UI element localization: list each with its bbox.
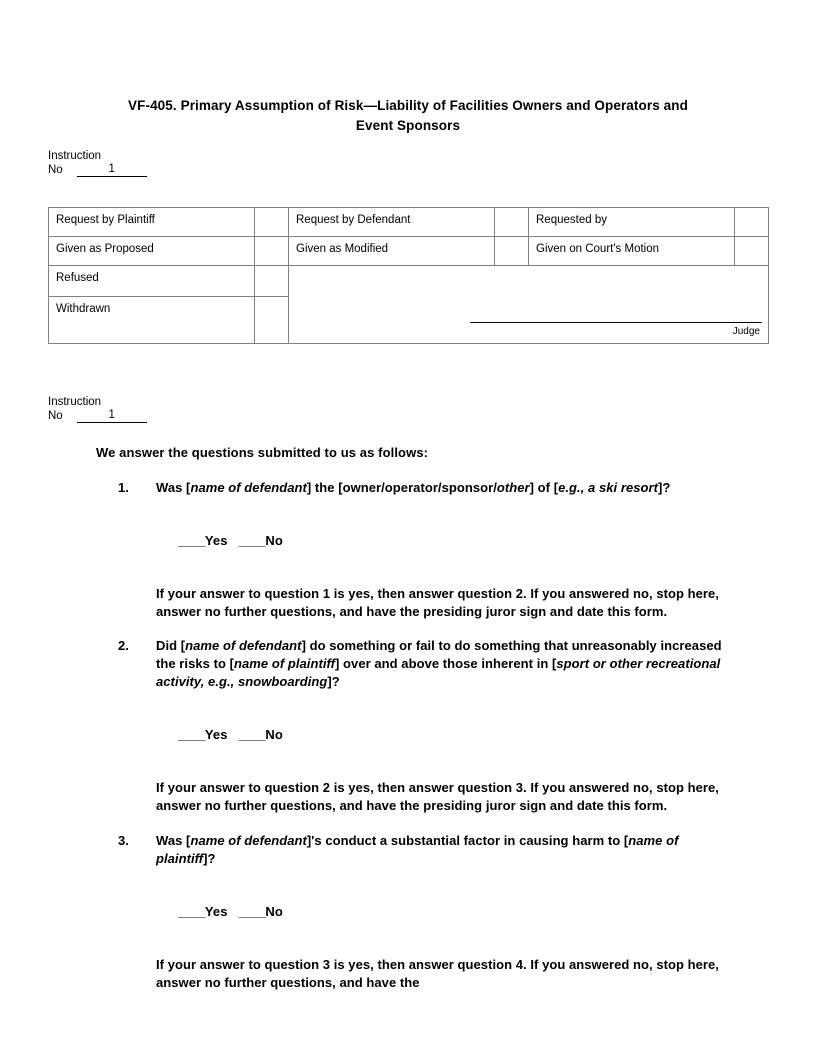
- checkbox-given-as-proposed[interactable]: [255, 237, 289, 266]
- no-label-1: No: [265, 532, 283, 548]
- checkbox-refused[interactable]: [255, 266, 289, 297]
- question-text-1: Was [name of defendant] the [owner/operator/sponsor/other] of [e.g., a ski resort]?: [156, 480, 671, 495]
- answer-heading: We answer the questions submitted to us as follows:: [96, 445, 429, 460]
- yn-gap-3: [227, 904, 238, 919]
- no-label-3: No: [265, 903, 283, 919]
- yn-gap-2: [227, 727, 238, 742]
- cell-withdrawn: Withdrawn: [49, 297, 255, 344]
- question-row-2: [118, 637, 738, 691]
- checkbox-request-by-plaintiff[interactable]: [255, 208, 289, 237]
- instruction-no-label-second: No: [48, 410, 63, 423]
- cell-given-as-proposed: Given as Proposed: [49, 237, 255, 266]
- question-row-3: [118, 832, 738, 868]
- yes-label-2: Yes: [204, 726, 228, 742]
- no-blank-1[interactable]: ____: [238, 532, 266, 548]
- instruction-number-top: [48, 149, 147, 177]
- cell-request-by-plaintiff: Request by Plaintiff: [49, 208, 255, 237]
- yes-label-3: Yes: [204, 903, 228, 919]
- question-note-1: If your answer to question 1 is yes, then answer question 2. If you answered no, stop here, answer no further questions, and have the presiding juror sign and date this form.: [156, 585, 719, 619]
- question-note-3: If your answer to question 3 is yes, then answer question 4. If you answered no, stop here, answer no further questions, and have the: [156, 956, 719, 990]
- question-text-3: Was [name of defendant]'s conduct a substantial factor in causing harm to [name of plaintiff]?: [156, 833, 679, 866]
- yes-blank-3[interactable]: ____: [177, 903, 205, 919]
- checkbox-request-by-defendant[interactable]: [495, 208, 529, 237]
- question-number-2: 2.: [118, 638, 129, 653]
- table-row: [49, 266, 769, 297]
- page-title: VF-405. Primary Assumption of Risk—Liability of Facilities Owners and Operators and Event Sponsors: [128, 98, 688, 133]
- question-row-1: [118, 479, 738, 497]
- yes-no-row-2: [156, 708, 738, 762]
- question-number-3: 3.: [118, 833, 129, 848]
- question-block-3: [118, 832, 738, 992]
- instruction-number-second: [48, 395, 147, 423]
- cell-refused: Refused: [49, 266, 255, 297]
- request-disposition-table: [48, 207, 769, 344]
- yes-blank-2[interactable]: ____: [177, 726, 205, 742]
- yes-label-1: Yes: [204, 532, 228, 548]
- judge-signature-cell: [289, 266, 769, 344]
- no-blank-2[interactable]: ____: [238, 726, 266, 742]
- cell-requested-by: Requested by: [529, 208, 735, 237]
- instruction-label-top: Instruction: [48, 150, 102, 162]
- no-blank-3[interactable]: ____: [238, 903, 266, 919]
- checkbox-given-as-modified[interactable]: [495, 237, 529, 266]
- instruction-number-field-top[interactable]: 1: [77, 163, 147, 177]
- checkbox-withdrawn[interactable]: [255, 297, 289, 344]
- yes-blank-1[interactable]: ____: [177, 532, 205, 548]
- table-row: [49, 237, 769, 266]
- instruction-label-second: Instruction: [48, 396, 102, 408]
- checkbox-given-on-courts-motion[interactable]: [735, 237, 769, 266]
- table-row: [49, 208, 769, 237]
- judge-signature-label: Judge: [732, 326, 760, 337]
- yes-no-row-3: [156, 885, 738, 939]
- question-number-1: 1.: [118, 480, 129, 495]
- yes-no-row-1: [156, 514, 738, 568]
- instruction-number-field-second[interactable]: 1: [77, 409, 147, 423]
- checkbox-requested-by[interactable]: [735, 208, 769, 237]
- question-note-2: If your answer to question 2 is yes, then answer question 3. If you answered no, stop here, answer no further questions, and have the presiding juror sign and date this form.: [156, 779, 719, 813]
- question-text-2: Did [name of defendant] do something or fail to do something that unreasonably increased the risks to [name of plaintiff] over and above those inherent in [sport or other recreational activity, e.g., snowboarding]?: [156, 638, 722, 689]
- yn-gap-1: [227, 533, 238, 548]
- question-block-1: [118, 479, 738, 621]
- cell-given-on-courts-motion: Given on Court's Motion: [529, 237, 735, 266]
- instruction-no-label-top: No: [48, 164, 63, 177]
- no-label-2: No: [265, 726, 283, 742]
- question-block-2: [118, 637, 738, 815]
- cell-given-as-modified: Given as Modified: [289, 237, 495, 266]
- cell-request-by-defendant: Request by Defendant: [289, 208, 495, 237]
- judge-signature-area: [470, 322, 762, 339]
